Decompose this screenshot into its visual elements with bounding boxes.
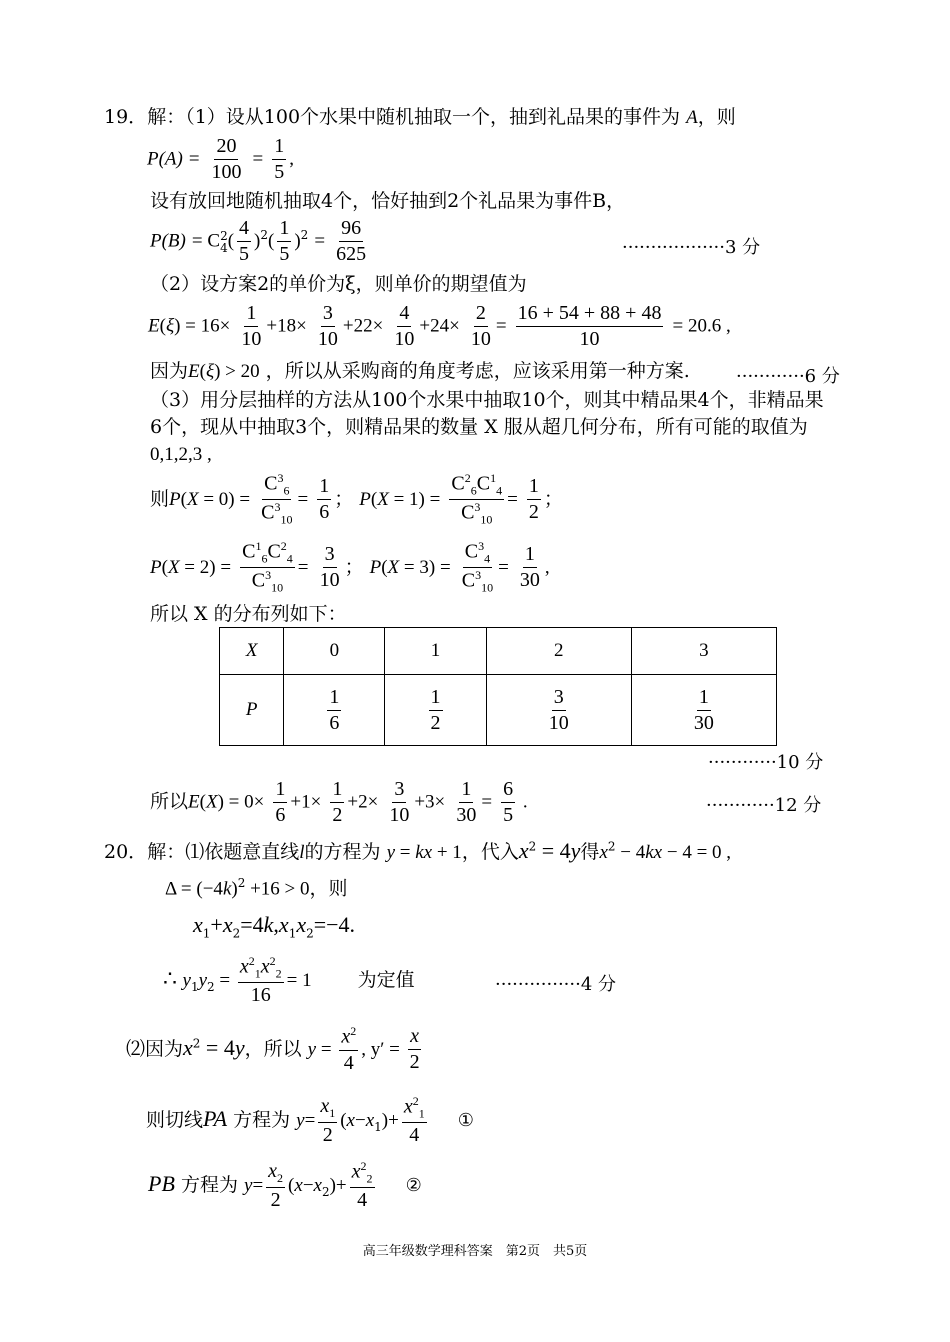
q20-vieta-line: $x_1+x_2=4k,x_1x_2=-4$. <box>193 912 356 941</box>
q20-product-line: ∴ $y_1y_2$ = $\frac{x^2_1x^2_2}{16}$ = 1 为定值 <box>163 954 415 1007</box>
q20-tangent-pb-line: PB 方程为 y= $\frac{x_2}{2}$ $(x-x_2)+$ $\frac{x^2_2}{4}$ ② <box>148 1159 422 1212</box>
table-row-x <box>220 628 777 675</box>
table-cell-p3: $\frac{1}{30}$ <box>631 675 776 746</box>
q19-part3-values: 0,1,2,3 , <box>150 444 212 465</box>
q19-dist-intro: 所以 X 的分布列如下： <box>150 603 347 625</box>
q19-part2-intro: （2）设方案2的单价为ξ，则单价的期望值为 <box>150 273 527 295</box>
table-cell-x2: 2 <box>486 628 631 675</box>
q20-delta-line: $\Delta = (-4k)^2 +16 > 0$，则 <box>165 876 348 900</box>
pb-lhs: P(B) <box>150 230 186 252</box>
q19-pb-formula: P(B) = C 2 4 ( $\frac{4}{5}$ )$^2$( $\frac{1}{5}$ )$^2$ = $\frac{96}{625}$ <box>150 217 367 265</box>
q19-part2-conclusion: 所以从采购商的角度考虑，应该采用第一种方案. <box>284 360 690 382</box>
prob-x3: $\frac{1}{30}$ <box>519 543 540 592</box>
table-cell-p2: $\frac{3}{10}$ <box>486 675 631 746</box>
table-cell-p0: $\frac{1}{6}$ <box>284 675 385 746</box>
q19-prob-row-1: 则P(X = 0) = $\frac{C^3_6}{C^3_{10}}$ = $\frac{1}{6}$ ； P(X = 1) = $\frac{C^2_6C^1_4}{C^3_{10}}$ = $\frac{1}{2}$ ； <box>150 471 563 528</box>
q19-sample-text: 设有放回地随机抽取4个，恰好抽到2个礼品果为事件B， <box>150 190 626 212</box>
pa-fraction-2: $\frac{1}{5}$ <box>274 135 285 183</box>
q19-part1-intro: （1）设从100个水果中随机抽取一个，抽到礼品果的事件为 <box>185 106 681 128</box>
expectation-result: = 20.6 , <box>672 315 731 337</box>
distribution-table <box>219 627 777 746</box>
q20-mark-1: ① <box>457 1110 474 1132</box>
q19-prob-row-2: P(X = 2) = $\frac{C^1_6C^2_4}{C^3_{10}}$ = $\frac{3}{10}$ ； P(X = 3) = $\frac{C^3_4}{C^3_{10}}$ = $\frac{1}{30}$ , <box>150 539 550 596</box>
prob-x2: $\frac{3}{10}$ <box>319 543 340 592</box>
q20-score-1: ···············4 分 <box>495 974 616 995</box>
prob-x1: $\frac{1}{2}$ <box>528 475 539 524</box>
q20-const-label: 为定值 <box>357 969 415 992</box>
prob-x0: $\frac{1}{6}$ <box>319 475 330 524</box>
ex-result: $\frac{6}{5}$ <box>503 778 514 826</box>
pa-fraction-1: $\frac{20}{100}$ <box>211 135 242 183</box>
q19-number: 19． <box>104 106 148 128</box>
q20-intro-line: 20．解：⑴依题意直线l的方程为 y = kx + 1，代入$x^2 = 4y$得$x^2 - 4kx - 4 = 0$ , <box>104 838 732 863</box>
pb-result: $\frac{96}{625}$ <box>336 217 367 265</box>
q19-score-3: ············10 分 <box>708 752 824 773</box>
table-cell-x3: 3 <box>631 628 776 675</box>
q20-mark-2: ② <box>405 1175 422 1197</box>
table-header-p: P <box>220 675 284 746</box>
table-row-p <box>220 675 777 746</box>
q19-expectation-formula: E(ξ) = 16× $\frac{1}{10}$ +18× $\frac{3}{10}$ +22× $\frac{4}{10}$ +24× $\frac{2}{10}$ = $\frac{16 + 54 + 88 + 48}{10}$ = 20.6 , <box>148 302 731 350</box>
q19-part3-line1: （3）用分层抽样的方法从100个水果中抽取10个，则其中精品果4个，非精品果 <box>150 389 824 411</box>
expectation-sum-fraction: $\frac{16 + 54 + 88 + 48}{10}$ <box>517 302 662 350</box>
q19-score-1: ··················3 分 <box>622 237 761 258</box>
q19-pa-formula: P(A) = $\frac{20}{100}$ = $\frac{1}{5}$ , <box>147 135 295 183</box>
q19-part2-conclusion-line: 因为E(ξ) > 20 ，所以从采购商的角度考虑，应该采用第一种方案. <box>150 360 690 382</box>
q20-tangent-pa-line: 则切线PA 方程为 y= $\frac{x_1}{2}$ $(x-x_1)+$ $\frac{x^2_1}{4}$ ① <box>146 1094 474 1147</box>
q19-part3-line2: 6个，现从中抽取3个，则精品果的数量 X 服从超几何分布，所有可能的取值为 <box>150 416 808 438</box>
page-footer: 高三年级数学理科答案 第2页 共5页 <box>362 1244 588 1259</box>
q19-ex-formula: 所以E(X) = 0× $\frac{1}{6}$ +1× $\frac{1}{2}$ +2× $\frac{3}{10}$ +3× $\frac{1}{30}$ = $\frac{6}{5}$ . <box>150 778 528 826</box>
table-cell-p1: $\frac{1}{2}$ <box>385 675 486 746</box>
table-header-x: X <box>220 628 284 675</box>
q19-jie: 解： <box>147 106 186 128</box>
q19-event-a: A <box>686 107 698 128</box>
pa-lhs: P(A) = <box>147 148 201 170</box>
table-cell-x0: 0 <box>284 628 385 675</box>
q19-intro-line <box>104 108 736 127</box>
q19-score-4: ············12 分 <box>706 795 822 816</box>
q19-score-2: ············6 分 <box>736 366 840 387</box>
q19-ze: ，则 <box>697 106 736 128</box>
q20-part2-line: ⑵因为$x^2 = 4y$，所以 y = $\frac{x^2}{4}$ , y′ = $\frac{x}{2}$ <box>126 1024 420 1074</box>
table-cell-x1: 1 <box>385 628 486 675</box>
